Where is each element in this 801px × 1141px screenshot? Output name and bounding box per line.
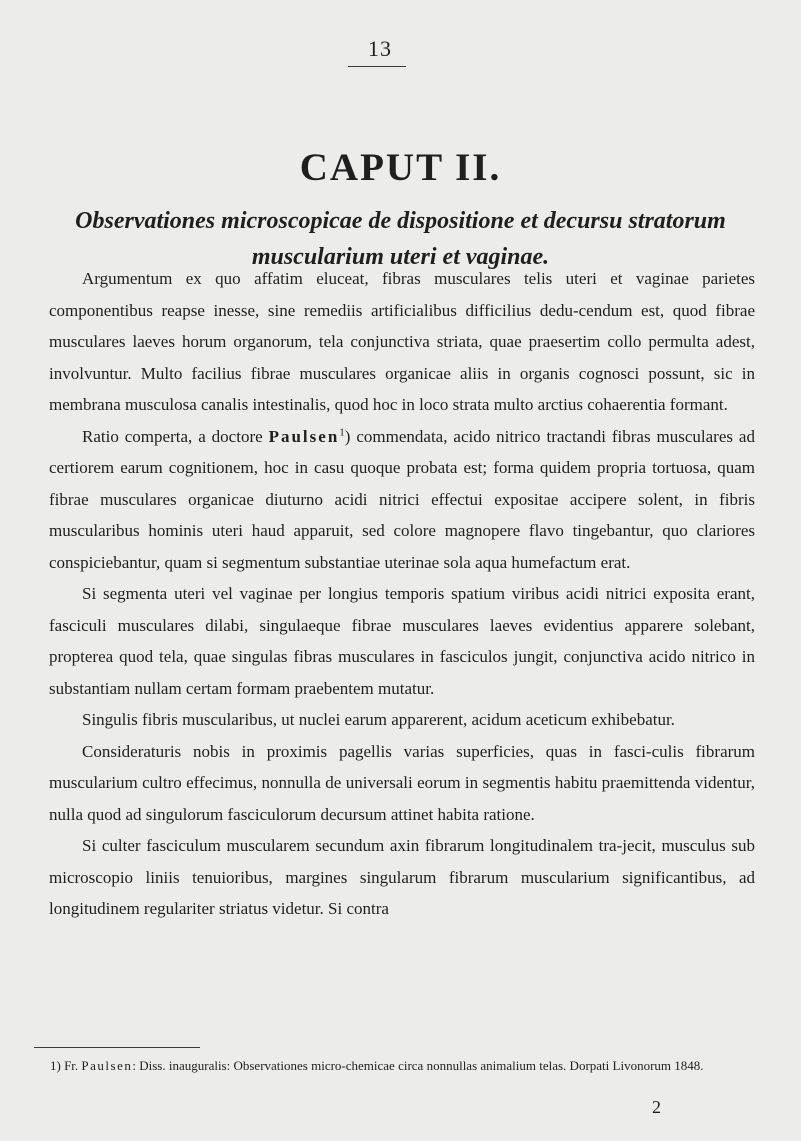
chapter-title: CAPUT II. <box>299 146 502 189</box>
paragraph-1: Argumentum ex quo affatim eluceat, fibras musculares telis uteri et vaginae parietes componentibus reapse inesse, sine remediis artificialibus difficilius dedu-cendum est, quod fibrae musculares laeves horum organorum, tela conjunctiva striata, quae praesertim collo permulta adest, involvuntur. Multo facilius fibrae musculares organicae aliis in organis cognosci possunt, sic in membrana musculosa canalis intestinalis, quod hoc in loco strata multo arctius cohaerentia formant. <box>49 269 755 414</box>
paragraph-5: Consideraturis nobis in proximis pagellis varias superficies, quas in fasci-culis fibrarum muscularium cultro effecimus, nonnulla de universali eorum in segmentis habitu praemittenda videntur, nulla quod ad singulorum fasciculorum decursum attinet habita ratione. <box>49 741 755 824</box>
author-name: Paulsen <box>268 426 340 446</box>
page-number: 13 <box>368 36 392 61</box>
paragraph-2-rest: ) commendata, acido nitrico tractandi fibras musculares ad certiorem earum cognitionem, hoc in casu quoque probata est; forma quidem propria tortuosa, quam fibrae musculares organicae diuturno acidi nitrici effectui expositae accipere solent, in fibris muscularibus hominis uteri haud apparuit, sed colore magnopere flavo tingebantur, quo clariores conspiciebantur, quam si segmentum substantiae uterinae sola aqua humefactum erat. <box>49 426 755 572</box>
header-rule <box>348 66 406 67</box>
paragraph-3: Si segmenta uteri vel vaginae per longius temporis spatium viribus acidi nitrici exposita erant, fasciculi musculares dilabi, singulaeque fibrae musculares laeves evidentius apparere solebant, propterea quod tela, quae singulas fibras musculares in fasciculos jungit, conjunctiva acido nitrico in substantiam nullam certam formam praebentem mutatur. <box>49 584 755 698</box>
paragraph-2-lead: Ratio comperta, a doctore <box>82 426 269 446</box>
footnote <box>34 1056 756 1075</box>
paragraph-6: Si culter fasciculum muscularem secundum axin fibrarum longitudinalem tra-jecit, musculus sub microscopio liniis tenuioribus, margines singularum fibrarum muscularium significantibus, ad longitudinem regulariter striatus videtur. Si contra <box>49 836 755 918</box>
body-text <box>49 263 755 925</box>
footnote-text <box>34 1056 756 1075</box>
footnote-reference: 1 <box>339 425 345 438</box>
footnote-body: : Diss. inauguralis: Observationes micro-chemicae circa nonnullas animalium telas. Dorpati Livonorum 1848. <box>132 1058 704 1073</box>
footnote-rule <box>34 1047 200 1048</box>
footnote-number: 1) Fr. <box>50 1058 82 1073</box>
paragraph-2 <box>49 421 755 579</box>
paragraph-4: Singulis fibris muscularibus, ut nuclei earum apparerent, acidum aceticum exhibebatur. <box>82 710 675 729</box>
footnote-author: Paulsen <box>81 1058 133 1073</box>
signature-mark: 2 <box>652 1097 661 1117</box>
chapter-subtitle: Observationes microscopicae de dispositione et decursu stratorum muscularium uteri et vaginae. <box>75 208 726 270</box>
